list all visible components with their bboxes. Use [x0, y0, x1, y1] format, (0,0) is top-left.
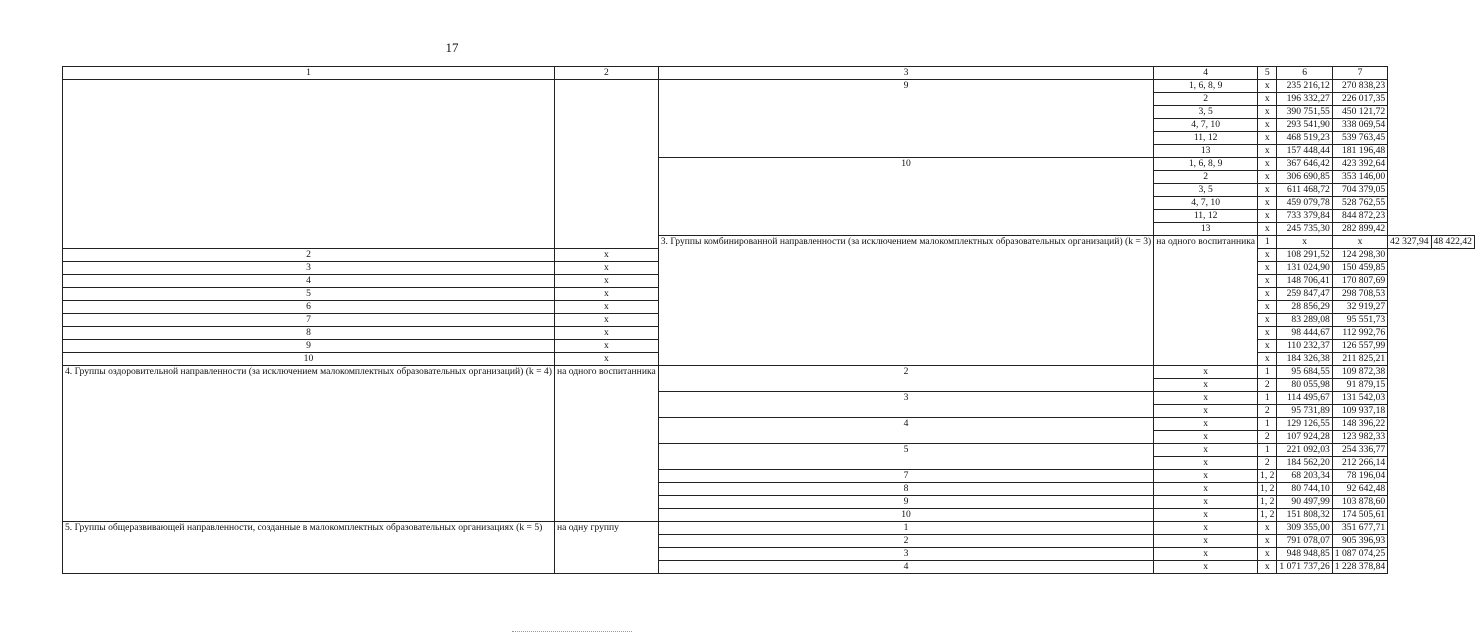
column-header: 4	[1154, 67, 1258, 80]
col6-value-cell: 68 203,34	[1277, 470, 1332, 483]
col6-value-cell: 196 332,27	[1277, 93, 1332, 106]
col6-value-cell: 83 289,08	[1277, 314, 1332, 327]
col5-cell: x	[1258, 145, 1277, 158]
col4-cell: x	[554, 288, 658, 301]
col5-cell: x	[1258, 80, 1277, 93]
col6-value-cell: 80 055,98	[1277, 379, 1332, 392]
col5-cell: 1	[1258, 418, 1277, 431]
col5-cell: x	[1258, 119, 1277, 132]
col4-cell: 1, 6, 8, 9	[1154, 80, 1258, 93]
col4-cell: x	[1154, 496, 1258, 509]
col4-cell: x	[554, 327, 658, 340]
col4-cell: 2	[1154, 171, 1258, 184]
col6-value-cell: 90 497,99	[1277, 496, 1332, 509]
col6-value-cell: 28 856,29	[1277, 301, 1332, 314]
scan-artifact	[512, 631, 632, 632]
col5-cell: x	[1258, 184, 1277, 197]
col4-cell: x	[1154, 548, 1258, 561]
col6-value-cell: 309 355,00	[1277, 522, 1332, 535]
col3-cell: 4	[658, 418, 1154, 444]
col5-cell: x	[1258, 522, 1277, 535]
group-description-cell	[63, 80, 555, 249]
group-description-cell: 4. Группы оздоровительной направленности (за исключением малокомплектных образовательных организаций) (k = 4)	[63, 366, 555, 522]
col7-value-cell: 181 196,48	[1332, 145, 1387, 158]
unit-cell: на одного воспитанника	[554, 366, 658, 522]
col3-cell: 7	[63, 314, 555, 327]
col6-value-cell: 148 706,41	[1277, 275, 1332, 288]
col4-cell: x	[554, 262, 658, 275]
col5-cell: x	[1258, 223, 1277, 236]
col7-value-cell: 423 392,64	[1332, 158, 1387, 171]
col6-value-cell: 80 744,10	[1277, 483, 1332, 496]
col6-value-cell: 293 541,90	[1277, 119, 1332, 132]
col6-value-cell: 1 071 737,26	[1277, 561, 1332, 574]
col6-value-cell: 42 327,94	[1388, 236, 1431, 249]
col4-cell: 3, 5	[1154, 106, 1258, 119]
col7-value-cell: 174 505,61	[1332, 509, 1387, 522]
col3-cell: 3	[658, 392, 1154, 418]
col4-cell: 13	[1154, 223, 1258, 236]
col6-value-cell: 468 519,23	[1277, 132, 1332, 145]
col3-cell: 10	[658, 509, 1154, 522]
col3-cell: 2	[63, 249, 555, 262]
col7-value-cell: 450 121,72	[1332, 106, 1387, 119]
col6-value-cell: 733 379,84	[1277, 210, 1332, 223]
col3-cell: 8	[658, 483, 1154, 496]
col7-value-cell: 78 196,04	[1332, 470, 1387, 483]
col4-cell: x	[1154, 379, 1258, 392]
col5-cell: 1, 2	[1258, 483, 1277, 496]
col7-value-cell: 95 551,73	[1332, 314, 1387, 327]
col4-cell: 3, 5	[1154, 184, 1258, 197]
col7-value-cell: 905 396,93	[1332, 535, 1387, 548]
col7-value-cell: 254 336,77	[1332, 444, 1387, 457]
col4-cell: x	[1154, 431, 1258, 444]
col4-cell: x	[1154, 444, 1258, 457]
col4-cell: x	[1154, 470, 1258, 483]
col5-cell: 2	[1258, 379, 1277, 392]
col7-value-cell: 282 899,42	[1332, 223, 1387, 236]
column-header: 3	[658, 67, 1154, 80]
col7-value-cell: 1 228 378,84	[1332, 561, 1387, 574]
col6-value-cell: 95 731,89	[1277, 405, 1332, 418]
col7-value-cell: 150 459,85	[1332, 262, 1387, 275]
column-header: 7	[1332, 67, 1387, 80]
unit-cell: на одного воспитанника	[1154, 236, 1258, 366]
col5-cell: 2	[1258, 457, 1277, 470]
col5-cell: x	[1258, 548, 1277, 561]
col6-value-cell: 611 468,72	[1277, 184, 1332, 197]
column-header: 5	[1258, 67, 1277, 80]
col4-cell: 4, 7, 10	[1154, 119, 1258, 132]
table-row	[63, 80, 1475, 93]
col5-cell: 2	[1258, 405, 1277, 418]
col7-value-cell: 32 919,27	[1332, 301, 1387, 314]
col4-cell: x	[1154, 366, 1258, 379]
col5-cell: 1	[1258, 392, 1277, 405]
col6-value-cell: 221 092,03	[1277, 444, 1332, 457]
col6-value-cell: 151 808,32	[1277, 509, 1332, 522]
table-row	[63, 522, 1475, 535]
col7-value-cell: 126 557,99	[1332, 340, 1387, 353]
col3-cell: 5	[63, 288, 555, 301]
col6-value-cell: 98 444,67	[1277, 327, 1332, 340]
col6-value-cell: 259 847,47	[1277, 288, 1332, 301]
col6-value-cell: 367 646,42	[1277, 158, 1332, 171]
col5-cell: x	[1258, 535, 1277, 548]
col5-cell: x	[1258, 340, 1277, 353]
col5-cell: x	[1258, 171, 1277, 184]
col4-cell: x	[1277, 236, 1332, 249]
col4-cell: x	[1154, 392, 1258, 405]
col7-value-cell: 211 825,21	[1332, 353, 1387, 366]
col5-cell: 1	[1258, 444, 1277, 457]
col5-cell: x	[1258, 262, 1277, 275]
col6-value-cell: 390 751,55	[1277, 106, 1332, 119]
col3-cell: 2	[658, 366, 1154, 392]
col6-value-cell: 95 684,55	[1277, 366, 1332, 379]
col5-cell: x	[1258, 275, 1277, 288]
col5-cell: x	[1258, 249, 1277, 262]
col7-value-cell: 92 642,48	[1332, 483, 1387, 496]
page-number: 17	[445, 40, 459, 55]
col3-cell: 1	[658, 522, 1154, 535]
col4-cell: x	[1154, 405, 1258, 418]
col3-cell: 9	[658, 80, 1154, 158]
col4-cell: x	[554, 353, 658, 366]
col5-cell: x	[1258, 210, 1277, 223]
table-row	[63, 366, 1475, 379]
col5-cell: 1, 2	[1258, 509, 1277, 522]
table-body	[63, 80, 1475, 574]
col5-cell: x	[1258, 353, 1277, 366]
col5-cell: 1	[1258, 366, 1277, 379]
col3-cell: 5	[658, 444, 1154, 470]
col6-value-cell: 157 448,44	[1277, 145, 1332, 158]
col7-value-cell: 528 762,55	[1332, 197, 1387, 210]
col5-cell: x	[1258, 301, 1277, 314]
col6-value-cell: 948 948,85	[1277, 548, 1332, 561]
col5-cell: x	[1258, 314, 1277, 327]
col3-cell: 4	[63, 275, 555, 288]
col3-cell: 2	[658, 535, 1154, 548]
col5-cell: x	[1258, 197, 1277, 210]
col3-cell: 9	[63, 340, 555, 353]
col4-cell: x	[554, 301, 658, 314]
col6-value-cell: 114 495,67	[1277, 392, 1332, 405]
col4-cell: 11, 12	[1154, 210, 1258, 223]
col7-value-cell: 103 878,60	[1332, 496, 1387, 509]
col3-cell: 3	[63, 262, 555, 275]
col6-value-cell: 184 562,20	[1277, 457, 1332, 470]
col4-cell: 13	[1154, 145, 1258, 158]
col3-cell: 1	[1258, 236, 1277, 249]
col3-cell: 9	[658, 496, 1154, 509]
group-description-cell: 5. Группы общеразвивающей направленности, созданные в малокомплектных образовательных организациях (k = 5)	[63, 522, 555, 574]
col4-cell: x	[1154, 561, 1258, 574]
col7-value-cell: 48 422,42	[1431, 236, 1474, 249]
col4-cell: 2	[1154, 93, 1258, 106]
col3-cell: 4	[658, 561, 1154, 574]
col6-value-cell: 129 126,55	[1277, 418, 1332, 431]
tariff-table	[62, 66, 1475, 574]
column-header: 1	[63, 67, 555, 80]
col7-value-cell: 704 379,05	[1332, 184, 1387, 197]
col4-cell: x	[1154, 522, 1258, 535]
col3-cell: 7	[658, 470, 1154, 483]
col7-value-cell: 112 992,76	[1332, 327, 1387, 340]
col5-cell: x	[1258, 327, 1277, 340]
col6-value-cell: 184 326,38	[1277, 353, 1332, 366]
col7-value-cell: 226 017,35	[1332, 93, 1387, 106]
group-description-cell: 3. Группы комбинированной направленности (за исключением малокомплектных образовательных организаций) (k = 3)	[658, 236, 1154, 366]
col6-value-cell: 459 079,78	[1277, 197, 1332, 210]
col6-value-cell: 110 232,37	[1277, 340, 1332, 353]
col7-value-cell: 131 542,03	[1332, 392, 1387, 405]
col6-value-cell: 131 024,90	[1277, 262, 1332, 275]
col4-cell: 4, 7, 10	[1154, 197, 1258, 210]
col4-cell: x	[1154, 418, 1258, 431]
col4-cell: x	[554, 340, 658, 353]
col3-cell: 8	[63, 327, 555, 340]
col6-value-cell: 245 735,30	[1277, 223, 1332, 236]
unit-cell: на одну группу	[554, 522, 658, 574]
column-header: 2	[554, 67, 658, 80]
col7-value-cell: 298 708,53	[1332, 288, 1387, 301]
col7-value-cell: 123 982,33	[1332, 431, 1387, 444]
col6-value-cell: 235 216,12	[1277, 80, 1332, 93]
header-row	[63, 67, 1475, 80]
unit-cell	[554, 80, 658, 249]
col5-cell: x	[1258, 561, 1277, 574]
col5-cell: x	[1332, 236, 1387, 249]
col7-value-cell: 91 879,15	[1332, 379, 1387, 392]
col4-cell: 11, 12	[1154, 132, 1258, 145]
col4-cell: x	[554, 314, 658, 327]
col5-cell: x	[1258, 93, 1277, 106]
col4-cell: x	[1154, 535, 1258, 548]
col5-cell: 1, 2	[1258, 470, 1277, 483]
col7-value-cell: 539 763,45	[1332, 132, 1387, 145]
col3-cell: 3	[658, 548, 1154, 561]
col4-cell: 1, 6, 8, 9	[1154, 158, 1258, 171]
col7-value-cell: 353 146,00	[1332, 171, 1387, 184]
col5-cell: x	[1258, 158, 1277, 171]
col4-cell: x	[1154, 483, 1258, 496]
col7-value-cell: 109 937,18	[1332, 405, 1387, 418]
col7-value-cell: 1 087 074,25	[1332, 548, 1387, 561]
col4-cell: x	[554, 249, 658, 262]
col7-value-cell: 338 069,54	[1332, 119, 1387, 132]
col3-cell: 10	[63, 353, 555, 366]
col6-value-cell: 306 690,85	[1277, 171, 1332, 184]
col7-value-cell: 351 677,71	[1332, 522, 1387, 535]
col3-cell: 6	[63, 301, 555, 314]
col7-value-cell: 170 807,69	[1332, 275, 1387, 288]
col7-value-cell: 844 872,23	[1332, 210, 1387, 223]
col5-cell: 2	[1258, 431, 1277, 444]
col3-cell: 10	[658, 158, 1154, 236]
col6-value-cell: 107 924,28	[1277, 431, 1332, 444]
col7-value-cell: 212 266,14	[1332, 457, 1387, 470]
col7-value-cell: 270 838,23	[1332, 80, 1387, 93]
col4-cell: x	[1154, 457, 1258, 470]
col6-value-cell: 791 078,07	[1277, 535, 1332, 548]
col5-cell: x	[1258, 132, 1277, 145]
col7-value-cell: 124 298,30	[1332, 249, 1387, 262]
col4-cell: x	[1154, 509, 1258, 522]
col4-cell: x	[554, 275, 658, 288]
col5-cell: 1, 2	[1258, 496, 1277, 509]
col5-cell: x	[1258, 288, 1277, 301]
col7-value-cell: 148 396,22	[1332, 418, 1387, 431]
col5-cell: x	[1258, 106, 1277, 119]
col6-value-cell: 108 291,52	[1277, 249, 1332, 262]
column-header: 6	[1277, 67, 1332, 80]
col7-value-cell: 109 872,38	[1332, 366, 1387, 379]
